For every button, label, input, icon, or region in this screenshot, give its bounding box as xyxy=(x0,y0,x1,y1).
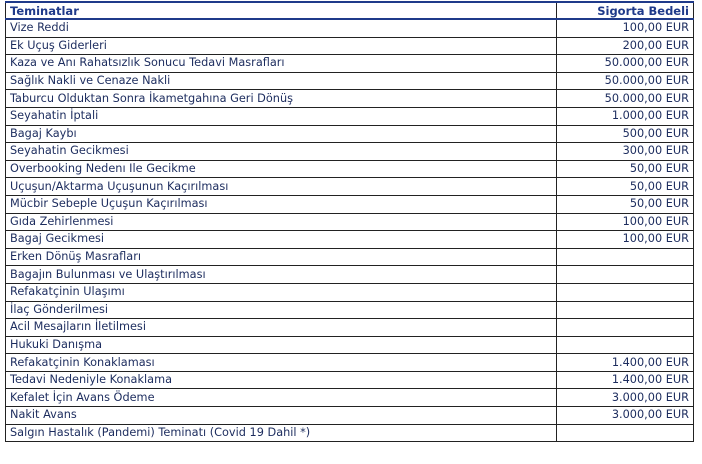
coverage-name: Kaza ve Anı Rahatsızlık Sonucu Tedavi Masrafları xyxy=(6,55,557,73)
coverage-amount: 1.400,00 EUR xyxy=(557,371,694,389)
table-row xyxy=(6,336,694,354)
table-row xyxy=(6,407,694,425)
table-row xyxy=(6,195,694,213)
coverage-amount xyxy=(557,424,694,442)
coverage-amount: 500,00 EUR xyxy=(557,125,694,143)
coverage-name: Acil Mesajların İletilmesi xyxy=(6,319,557,337)
table-row xyxy=(6,371,694,389)
coverage-amount xyxy=(557,336,694,354)
coverage-name: Uçuşun/Aktarma Uçuşunun Kaçırılması xyxy=(6,178,557,196)
coverage-amount: 200,00 EUR xyxy=(557,37,694,55)
table-header-row xyxy=(6,2,694,19)
table-row xyxy=(6,178,694,196)
coverage-table-container xyxy=(5,1,693,442)
coverage-name: Bagaj Kaybı xyxy=(6,125,557,143)
table-row xyxy=(6,160,694,178)
coverage-name: Kefalet İçin Avans Ödeme xyxy=(6,389,557,407)
coverage-name: Overbooking Nedenı Ile Gecikme xyxy=(6,160,557,178)
coverage-amount xyxy=(557,319,694,337)
coverage-name: Erken Dönüş Masrafları xyxy=(6,248,557,266)
coverage-amount: 3.000,00 EUR xyxy=(557,407,694,425)
coverage-name: Refakatçinin Konaklaması xyxy=(6,354,557,372)
header-coverages: Teminatlar xyxy=(6,2,557,19)
header-insured-amount: Sigorta Bedeli xyxy=(557,2,694,19)
coverage-name: Vize Reddi xyxy=(6,19,557,37)
coverage-amount xyxy=(557,283,694,301)
table-row xyxy=(6,354,694,372)
table-row xyxy=(6,424,694,442)
table-body xyxy=(6,19,694,442)
coverage-name: İlaç Gönderilmesi xyxy=(6,301,557,319)
coverage-name: Gıda Zehirlenmesi xyxy=(6,213,557,231)
table-row xyxy=(6,213,694,231)
coverage-name: Nakit Avans xyxy=(6,407,557,425)
coverage-name: Hukuki Danışma xyxy=(6,336,557,354)
coverage-name: Seyahatin Gecikmesi xyxy=(6,143,557,161)
table-row xyxy=(6,283,694,301)
table-row xyxy=(6,248,694,266)
coverage-name: Ek Uçuş Giderleri xyxy=(6,37,557,55)
coverage-name: Tedavi Nedeniyle Konaklama xyxy=(6,371,557,389)
table-row xyxy=(6,55,694,73)
coverage-amount: 50.000,00 EUR xyxy=(557,55,694,73)
coverage-name: Bagajın Bulunması ve Ulaştırılması xyxy=(6,266,557,284)
table-row xyxy=(6,125,694,143)
coverage-name: Refakatçinin Ulaşımı xyxy=(6,283,557,301)
table-row xyxy=(6,37,694,55)
coverage-amount: 1.400,00 EUR xyxy=(557,354,694,372)
coverage-amount: 1.000,00 EUR xyxy=(557,107,694,125)
coverage-amount: 300,00 EUR xyxy=(557,143,694,161)
coverage-amount: 50,00 EUR xyxy=(557,178,694,196)
coverage-name: Taburcu Olduktan Sonra İkametgahına Geri Dönüş xyxy=(6,90,557,108)
table-row xyxy=(6,19,694,37)
table-row xyxy=(6,301,694,319)
table-row xyxy=(6,72,694,90)
table-row xyxy=(6,143,694,161)
coverage-amount: 100,00 EUR xyxy=(557,231,694,249)
table-row xyxy=(6,266,694,284)
coverage-amount: 100,00 EUR xyxy=(557,213,694,231)
coverage-name: Mücbir Sebeple Uçuşun Kaçırılması xyxy=(6,195,557,213)
table-row xyxy=(6,319,694,337)
coverage-name: Bagaj Gecikmesi xyxy=(6,231,557,249)
coverage-name: Seyahatin İptali xyxy=(6,107,557,125)
coverage-table xyxy=(5,1,694,442)
table-row xyxy=(6,90,694,108)
coverage-name: Sağlık Nakli ve Cenaze Nakli xyxy=(6,72,557,90)
coverage-amount: 100,00 EUR xyxy=(557,19,694,37)
table-row xyxy=(6,389,694,407)
coverage-amount: 50.000,00 EUR xyxy=(557,72,694,90)
coverage-amount xyxy=(557,266,694,284)
coverage-amount: 3.000,00 EUR xyxy=(557,389,694,407)
coverage-amount: 50,00 EUR xyxy=(557,195,694,213)
coverage-amount: 50.000,00 EUR xyxy=(557,90,694,108)
coverage-amount: 50,00 EUR xyxy=(557,160,694,178)
coverage-name: Salgın Hastalık (Pandemi) Teminatı (Covid 19 Dahil *) xyxy=(6,424,557,442)
table-row xyxy=(6,107,694,125)
table-row xyxy=(6,231,694,249)
coverage-amount xyxy=(557,248,694,266)
coverage-amount xyxy=(557,301,694,319)
